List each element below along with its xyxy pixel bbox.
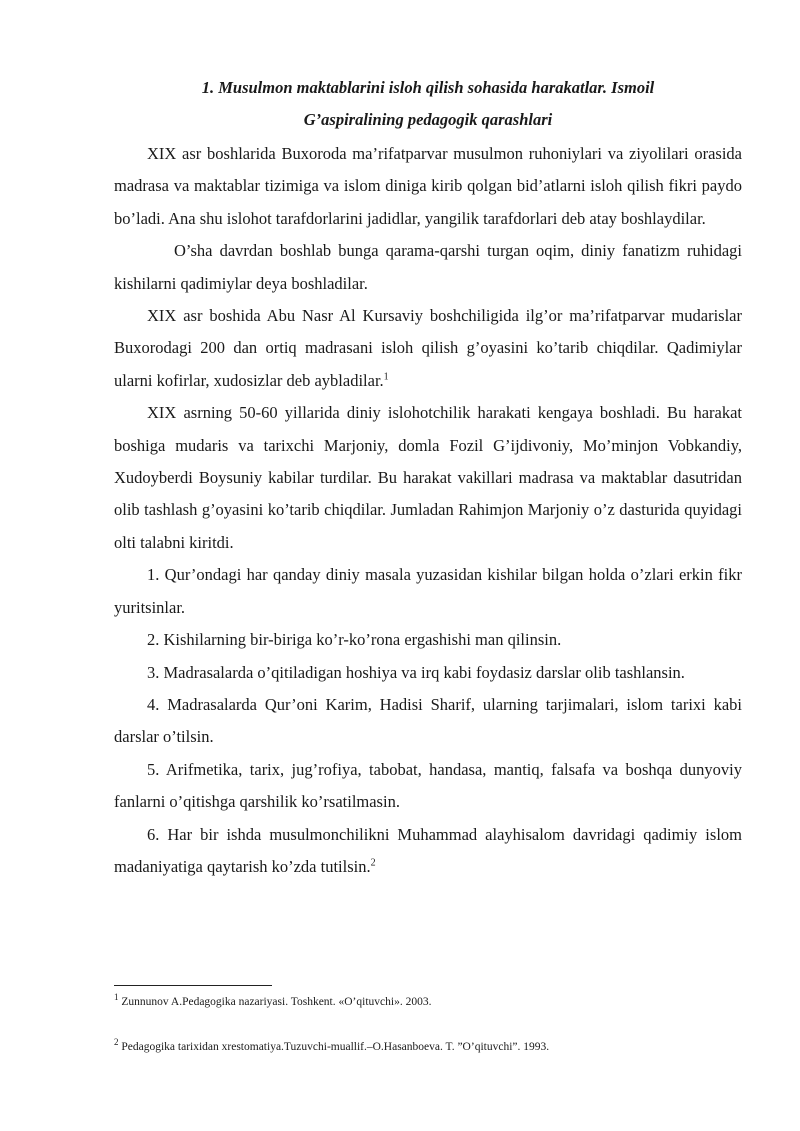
paragraph-jadids: XIX asr boshlarida Buxoroda ma’rifatparvar musulmon ruhoniylari va ziyolilari orasida madrasa va maktablar tizimiga va islom diniga kirib qolgan bid’atlarni isloh qilish fikri paydo bo’ladi. Ana shu islohot tarafdorlarini jadidlar, yangilik tarafdorlari deb atay boshlaydilar. xyxy=(114,144,742,228)
demand-item-6: 6. Har bir ishda musulmonchilikni Muhammad alayhisalom davridagi qadimiy islom madaniyatiga qaytarish ko’zda tutilsin.$^2$ xyxy=(114,824,742,876)
footnote-1-number: 1 xyxy=(114,992,119,1003)
paragraph-kursaviy: XIX asr boshida Abu Nasr Al Kursaviy boshchiligida ilg’or ma’rifatparvar mudarislar Buxorodagi 200 dan ortiq madrasani isloh qilish g’oyasini ko’tarib chiqdilar. Qadimiylar ularni kofirlar, xudosizlar deb aybladilar.$^1$ xyxy=(114,306,742,390)
footnote-2 xyxy=(114,1037,742,1054)
footnote-separator xyxy=(114,985,272,986)
section-title-line-1: 1. Musulmon maktablarini isloh qilish sohasida harakatlar. Ismoil xyxy=(201,78,655,97)
demand-item-4: 4. Madrasalarda Qur’oni Karim, Hadisi Sharif, ularning tarjimalari, islom tarixi kabi darslar o’tilsin. xyxy=(114,694,742,747)
paragraph-marjoniy: XIX asrning 50-60 yillarida diniy islohotchilik harakati kengaya boshladi. Bu harakat boshiga mudaris va tarixchi Marjoniy, domla Fozil G’ijdivoniy, Mo’minjon Vobkandiy, Xudoyberdi Boysuniy kabilar turdilar. Bu harakat vakillari madrasa va maktablar dasutridan olib tashlash g’oyasini ko’tarib chiqdilar. Jumladan Rahimjon Marjoniy o’z dasturida quyidagi olti talabni kiritdi. xyxy=(114,403,742,552)
footnote-1-text: Zunnunov A.Pedagogika nazariyasi. Toshkent. «O’qituvchi». 2003. xyxy=(121,996,432,1008)
footnote-2-number: 2 xyxy=(114,1037,119,1048)
footnote-ref-1: 1 xyxy=(383,371,389,383)
footnote-2-text: Pedagogika tarixidan xrestomatiya.Tuzuvchi-muallif.–O.Hasanboeva. T. ”O’qituvchi”. 1993. xyxy=(121,1041,550,1053)
demand-item-1: 1. Qur’ondagi har qanday diniy masala yuzasidan kishilar bilgan holda o’zlari erkin fikr yuritsinlar. xyxy=(114,565,742,617)
demand-item-3: 3. Madrasalarda o’qitiladigan hoshiya va irq kabi foydasiz darslar olib tashlansin. xyxy=(147,662,685,682)
section-title xyxy=(114,72,742,136)
footnote-ref-2: 2 xyxy=(370,857,376,869)
section-title-line-2: G’aspiralining pedagogik qarashlari xyxy=(303,110,553,129)
document-body xyxy=(114,72,742,883)
demand-item-5: 5. Arifmetika, tarix, jug’rofiya, tabobat, handasa, mantiq, falsafa va boshqa dunyoviy fanlarni o’qitishga qarshilik ko’rsatilmasin. xyxy=(114,759,742,812)
demand-item-2: 2. Kishilarning bir-biriga ko’r-ko’rona ergashishi man qilinsin. xyxy=(147,630,562,650)
paragraph-qadimiylar: O’sha davrdan boshlab bunga qarama-qarshi turgan oqim, diniy fanatizm ruhidagi kishilarni qadimiylar deya boshladilar. xyxy=(114,241,742,293)
footnote-1 xyxy=(114,992,742,1009)
